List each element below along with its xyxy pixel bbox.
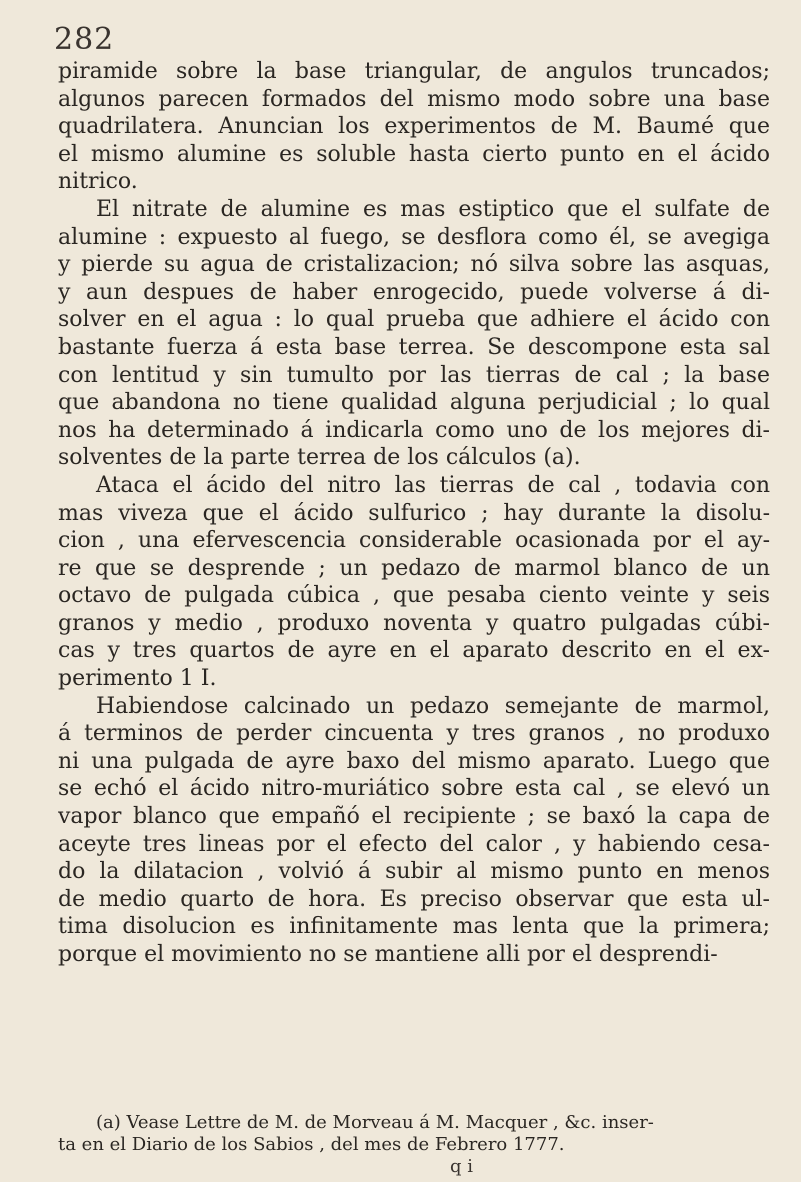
text-line: de medio quarto de hora. Es preciso observar que esta ul-: [58, 886, 770, 912]
text-line: con lentitud y sin tumulto por las tierras de cal ; la base: [58, 362, 770, 388]
text-line: y aun despues de haber enrogecido, puede volverse á di-: [58, 279, 770, 305]
text-line: alumine : expuesto al fuego, se desflora como él, se avegiga: [58, 224, 770, 250]
text-line: ni una pulgada de ayre baxo del mismo aparato. Luego que: [58, 748, 770, 774]
text-line: octavo de pulgada cúbica , que pesaba ciento veinte y seis: [58, 583, 770, 609]
footnote: [58, 1112, 770, 1156]
text-line: y pierde su agua de cristalizacion; nó silva sobre las asquas,: [58, 252, 770, 278]
text-line: que abandona no tiene qualidad alguna perjudicial ; lo qual: [58, 390, 770, 416]
text-line: á terminos de perder cincuenta y tres granos , no produxo: [58, 721, 770, 747]
printer-signature: q i: [450, 1156, 474, 1177]
text-line: Ataca el ácido del nitro las tierras de cal , todavia con: [96, 472, 770, 498]
text-line: solver en el agua : lo qual prueba que adhiere el ácido con: [58, 307, 770, 333]
text-line: mas viveza que el ácido sulfurico ; hay durante la disolu-: [58, 500, 770, 526]
text-line: quadrilatera. Anuncian los experimentos de M. Baumé que: [58, 114, 770, 140]
text-line: cas y tres quartos de ayre en el aparato descrito en el ex-: [58, 638, 770, 664]
text-line: tima disolucion es infinitamente mas lenta que la primera;: [58, 914, 770, 940]
text-line: Habiendose calcinado un pedazo semejante de marmol,: [96, 693, 770, 719]
text-line: aceyte tres lineas por el efecto del calor , y habiendo cesa-: [58, 831, 770, 857]
text-line: porque el movimiento no se mantiene alli por el desprendi-: [58, 942, 718, 967]
text-line: nos ha determinado á indicarla como uno de los mejores di-: [58, 417, 770, 443]
text-line: cion , una efervescencia considerable ocasionada por el ay-: [58, 528, 770, 554]
text-line: El nitrate de alumine es mas estiptico que el sulfate de: [96, 196, 770, 222]
text-line: perimento 1 I.: [58, 666, 217, 692]
text-line: se echó el ácido nitro-muriático sobre esta cal , se elevó un: [58, 776, 770, 802]
text-line: algunos parecen formados del mismo modo sobre una base: [58, 86, 770, 112]
text-line: bastante fuerza á esta base terrea. Se descompone esta sal: [58, 334, 770, 360]
text-line: piramide sobre la base triangular, de angulos truncados;: [58, 59, 770, 84]
text-line: el mismo alumine es soluble hasta cierto punto en el ácido: [58, 141, 770, 167]
text-line: granos y medio , produxo noventa y quatro pulgadas cúbi-: [58, 610, 770, 636]
text-line: vapor blanco que empañó el recipiente ; se baxó la capa de: [58, 804, 770, 830]
text-line: solventes de la parte terrea de los cálculos (a).: [58, 445, 581, 471]
footnote-line: ta en el Diario de los Sabios , del mes de Febrero 1777.: [58, 1134, 565, 1155]
footnote-line: (a) Vease Lettre de M. de Morveau á M. Macquer , &c. inser-: [96, 1112, 654, 1133]
page-number: 282: [54, 22, 115, 57]
body-text: [58, 58, 770, 969]
text-line: nitrico.: [58, 169, 138, 195]
text-line: do la dilatacion , volvió á subir al mismo punto en menos: [58, 859, 770, 885]
text-line: re que se desprende ; un pedazo de marmol blanco de un: [58, 555, 770, 581]
